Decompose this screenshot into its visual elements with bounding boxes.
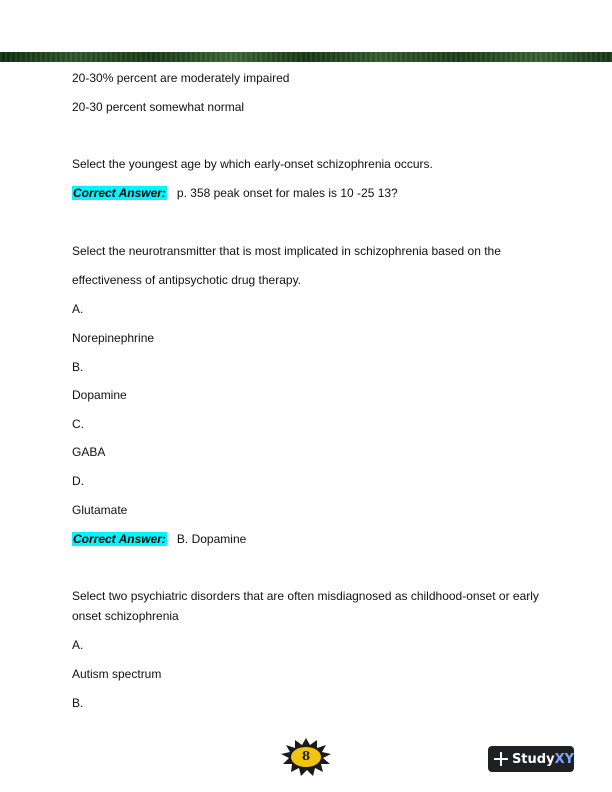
question-text: onset schizophrenia <box>72 609 179 623</box>
option-text: Dopamine <box>72 388 127 402</box>
logo-text-main: Study <box>511 751 555 767</box>
option-text: GABA <box>72 445 106 459</box>
correct-answer-row <box>72 532 246 546</box>
plus-icon <box>494 752 508 766</box>
option-letter: D. <box>72 474 84 488</box>
option-letter: A. <box>72 302 84 316</box>
correct-answer-label: Correct Answer: <box>73 532 166 546</box>
studyxy-logo <box>488 746 574 772</box>
logo-text-accent: XY <box>554 751 574 767</box>
option-text: Norepinephrine <box>72 331 155 345</box>
question-text: Select the youngest age by which early-onset schizophrenia occurs. <box>72 157 433 171</box>
text-line: 20-30% percent are moderately impaired <box>72 71 290 85</box>
text-line: 20-30 percent somewhat normal <box>72 100 245 114</box>
option-text: Glutamate <box>72 503 128 517</box>
question-text: effectiveness of antipsychotic drug therapy. <box>72 273 302 287</box>
question-text: Select two psychiatric disorders that are often misdiagnosed as childhood-onset or early <box>72 589 539 603</box>
question-text: Select the neurotransmitter that is most implicated in schizophrenia based on the <box>72 244 501 258</box>
option-letter: C. <box>72 417 84 431</box>
option-letter: A. <box>72 638 84 652</box>
correct-answer-label: Correct Answer: <box>73 186 166 200</box>
correct-answer-row <box>72 186 398 200</box>
option-letter: B. <box>72 360 84 374</box>
correct-answer-text: p. 358 peak onset for males is 10 -25 13? <box>176 186 398 200</box>
page-number: 8 <box>301 749 311 763</box>
option-letter: B. <box>72 696 84 710</box>
page-number-badge <box>280 737 332 777</box>
option-text: Autism spectrum <box>72 667 162 681</box>
logo-text <box>512 752 574 767</box>
header-decorative-band <box>0 52 612 62</box>
correct-answer-text: B. Dopamine <box>176 532 247 546</box>
